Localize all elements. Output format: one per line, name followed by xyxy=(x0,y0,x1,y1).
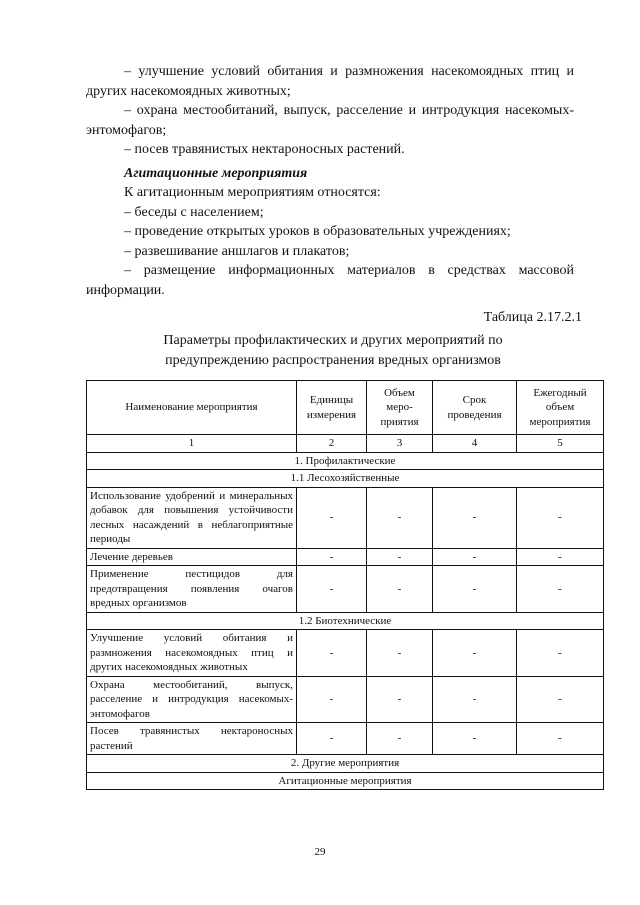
agitation-item: – развешивание аншлагов и плакатов; xyxy=(124,243,350,259)
units-cell: - xyxy=(297,548,367,566)
section-title: 1. Профилактические xyxy=(87,452,604,470)
measure-name: Посев травянистых нектароносных растений xyxy=(87,723,297,755)
annual-cell: - xyxy=(517,548,604,566)
table-row xyxy=(87,566,604,613)
annual-cell: - xyxy=(517,630,604,677)
subsection-title: Агитационные мероприятия xyxy=(87,772,604,790)
volume-cell: - xyxy=(367,723,433,755)
agitation-item: – беседы с населением; xyxy=(124,204,264,220)
term-cell: - xyxy=(433,566,517,613)
subsection-title: 1.2 Биотехнические xyxy=(87,612,604,630)
units-cell: - xyxy=(297,630,367,677)
measure-name: Применение пестицидов для предотвращения появления очагов вредных организмов xyxy=(87,566,297,613)
term-cell: - xyxy=(433,487,517,548)
section-title: 2. Другие мероприятия xyxy=(87,755,604,773)
annual-cell: - xyxy=(517,566,604,613)
header-cell: Объем меро-приятия xyxy=(367,381,433,435)
agitation-item: – размещение информационных материалов в средствах массовой информации. xyxy=(86,263,574,298)
section-heading: Агитационные мероприятия xyxy=(124,165,308,181)
body-text xyxy=(86,62,574,300)
table-row xyxy=(87,630,604,677)
measures-table xyxy=(86,380,604,790)
column-number: 3 xyxy=(367,435,433,453)
agitation-item: – проведение открытых уроков в образовательных учреждениях; xyxy=(124,224,511,239)
units-cell: - xyxy=(297,723,367,755)
measure-name: Лечение деревьев xyxy=(87,548,297,566)
header-cell: Срок проведения xyxy=(433,381,517,435)
table-header-row xyxy=(87,381,604,435)
term-cell: - xyxy=(433,723,517,755)
measure-name: Использование удобрений и минеральных добавок для повышения устойчивости лесных насаждений в неблагоприятные периоды xyxy=(87,487,297,548)
table-title-line-1: Параметры профилактических и других мероприятий по xyxy=(163,333,503,348)
section-lead: К агитационным мероприятиям относятся: xyxy=(124,185,381,200)
intro-item: – охрана местообитаний, выпуск, расселение и интродукция насекомых-энтомофагов; xyxy=(86,103,574,138)
table-row xyxy=(87,676,604,723)
section-row xyxy=(87,452,604,470)
subsection-row xyxy=(87,612,604,630)
annual-cell: - xyxy=(517,487,604,548)
table-row xyxy=(87,723,604,755)
subsection-row xyxy=(87,772,604,790)
table-title-line-2: предупреждению распространения вредных организмов xyxy=(165,353,501,368)
annual-cell: - xyxy=(517,723,604,755)
units-cell: - xyxy=(297,566,367,613)
volume-cell: - xyxy=(367,676,433,723)
term-cell: - xyxy=(433,630,517,677)
table-row xyxy=(87,487,604,548)
intro-item: – улучшение условий обитания и размножения насекомоядных птиц и других насекомоядных животных; xyxy=(86,64,574,99)
annual-cell: - xyxy=(517,676,604,723)
term-cell: - xyxy=(433,548,517,566)
column-number-row xyxy=(87,435,604,453)
measure-name: Улучшение условий обитания и размножения насекомоядных птиц и других насекомоядных животных xyxy=(87,630,297,677)
header-cell: Наименование мероприятия xyxy=(87,381,297,435)
section-row xyxy=(87,755,604,773)
intro-item: – посев травянистых нектароносных растений. xyxy=(124,142,405,157)
table-label: Таблица 2.17.2.1 xyxy=(483,310,582,325)
volume-cell: - xyxy=(367,566,433,613)
volume-cell: - xyxy=(367,548,433,566)
term-cell: - xyxy=(433,676,517,723)
column-number: 2 xyxy=(297,435,367,453)
subsection-row xyxy=(87,470,604,488)
measure-name: Охрана местообитаний, выпуск, расселение и интродукция насекомых-энтомофагов xyxy=(87,676,297,723)
column-number: 5 xyxy=(517,435,604,453)
subsection-title: 1.1 Лесохозяйственные xyxy=(87,470,604,488)
volume-cell: - xyxy=(367,487,433,548)
page-number: 29 xyxy=(314,846,326,858)
table-row xyxy=(87,548,604,566)
volume-cell: - xyxy=(367,630,433,677)
header-cell: Единицы измерения xyxy=(297,381,367,435)
column-number: 4 xyxy=(433,435,517,453)
units-cell: - xyxy=(297,676,367,723)
header-cell: Ежегодный объем мероприятия xyxy=(517,381,604,435)
units-cell: - xyxy=(297,487,367,548)
column-number: 1 xyxy=(87,435,297,453)
